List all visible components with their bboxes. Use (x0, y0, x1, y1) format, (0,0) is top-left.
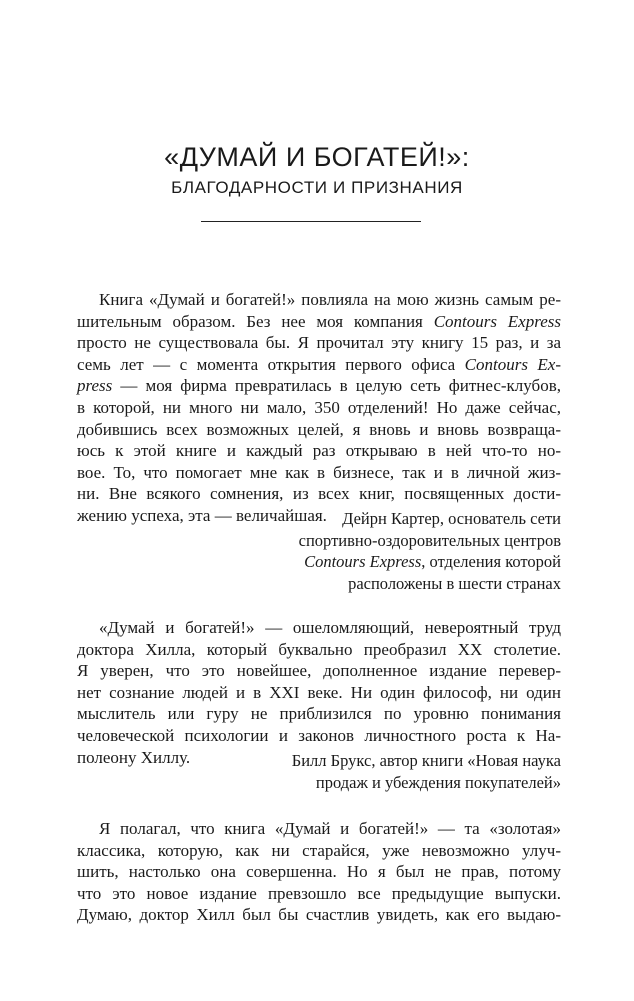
testimonial-1 (77, 289, 561, 527)
attribution-line: расположены в шести странах (348, 573, 561, 593)
testimonial-2-attribution (77, 750, 561, 793)
text-line: жению успеха, эта — величайшая. (77, 505, 327, 525)
text-line: ни. Вне всякого сомнения, из всех книг, посвященных дости- (77, 484, 561, 504)
page-subtitle: БЛАГОДАРНОСТИ И ПРИЗНАНИЯ (171, 178, 463, 197)
text-line: семь лет — с момента открытия первого офиса Contours Ex- (77, 354, 562, 374)
testimonial-3 (77, 818, 561, 926)
text-line: вое. То, что помогает мне как в бизнесе, так и в личной жиз- (77, 462, 561, 482)
text-line: Я уверен, что это новейшее, дополненное издание перевер- (77, 661, 561, 681)
text-line: классика, которую, как ни старайся, уже невозможно улуч- (77, 840, 561, 860)
title-divider (201, 221, 421, 222)
text-line: Книга «Думай и богатей!» повлияла на мою жизнь самым ре- (99, 290, 561, 309)
text-line: просто не существовала бы. Я прочитал эту книгу 15 раз, и за (77, 333, 561, 353)
text-line: мыслитель или гуру не приблизился по уровню понимания (77, 704, 561, 724)
text-line: человеческой психологии и законов личностного роста к На- (77, 725, 561, 745)
text-line: доктора Хилла, который буквально преобразил XX столетие. (77, 639, 561, 659)
text-line: в которой, ни много ни мало, 350 отделений! Но даже сейчас, (77, 397, 561, 417)
text-line: нет сознание людей и в XXI веке. Ни один философ, ни один (77, 682, 561, 702)
text-line: шить, настолько она совершенна. Но я был не прав, потому (77, 862, 561, 882)
text-line: полеону Хиллу. (77, 747, 191, 767)
testimonial-1-attribution (77, 508, 561, 594)
text-line: шительным образом. Без нее моя компания Contours Express (77, 311, 561, 331)
attribution-line: спортивно-оздоровительных центров (298, 530, 561, 550)
attribution-line: Contours Express, отделения которой (304, 552, 561, 572)
attribution-line: продаж и убеждения покупателей» (315, 772, 561, 792)
attribution-line: Билл Брукс, автор книги «Новая наука (291, 751, 561, 770)
text-line: Я полагал, что книга «Думай и богатей!» — та «золотая» (99, 819, 561, 838)
page-title: «ДУМАЙ И БОГАТЕЙ!»: (164, 142, 470, 172)
text-line: Думаю, доктор Хилл был бы счастлив увидеть, как его выдаю- (77, 905, 561, 925)
testimonial-2 (77, 617, 561, 768)
text-line: «Думай и богатей!» — ошеломляющий, невероятный труд (99, 618, 561, 637)
text-line: что это новое издание превзошло все предыдущие выпуски. (77, 883, 561, 903)
attribution-line: Дейрн Картер, основатель сети (342, 509, 561, 528)
text-line: юсь к этой книге и каждый раз открываю в ней что-то но- (77, 441, 561, 461)
text-line: press — моя фирма превратилась в целую сеть фитнес-клубов, (77, 376, 561, 396)
text-line: добившись всех возможных целей, я вновь и вновь возвраща- (77, 419, 561, 439)
